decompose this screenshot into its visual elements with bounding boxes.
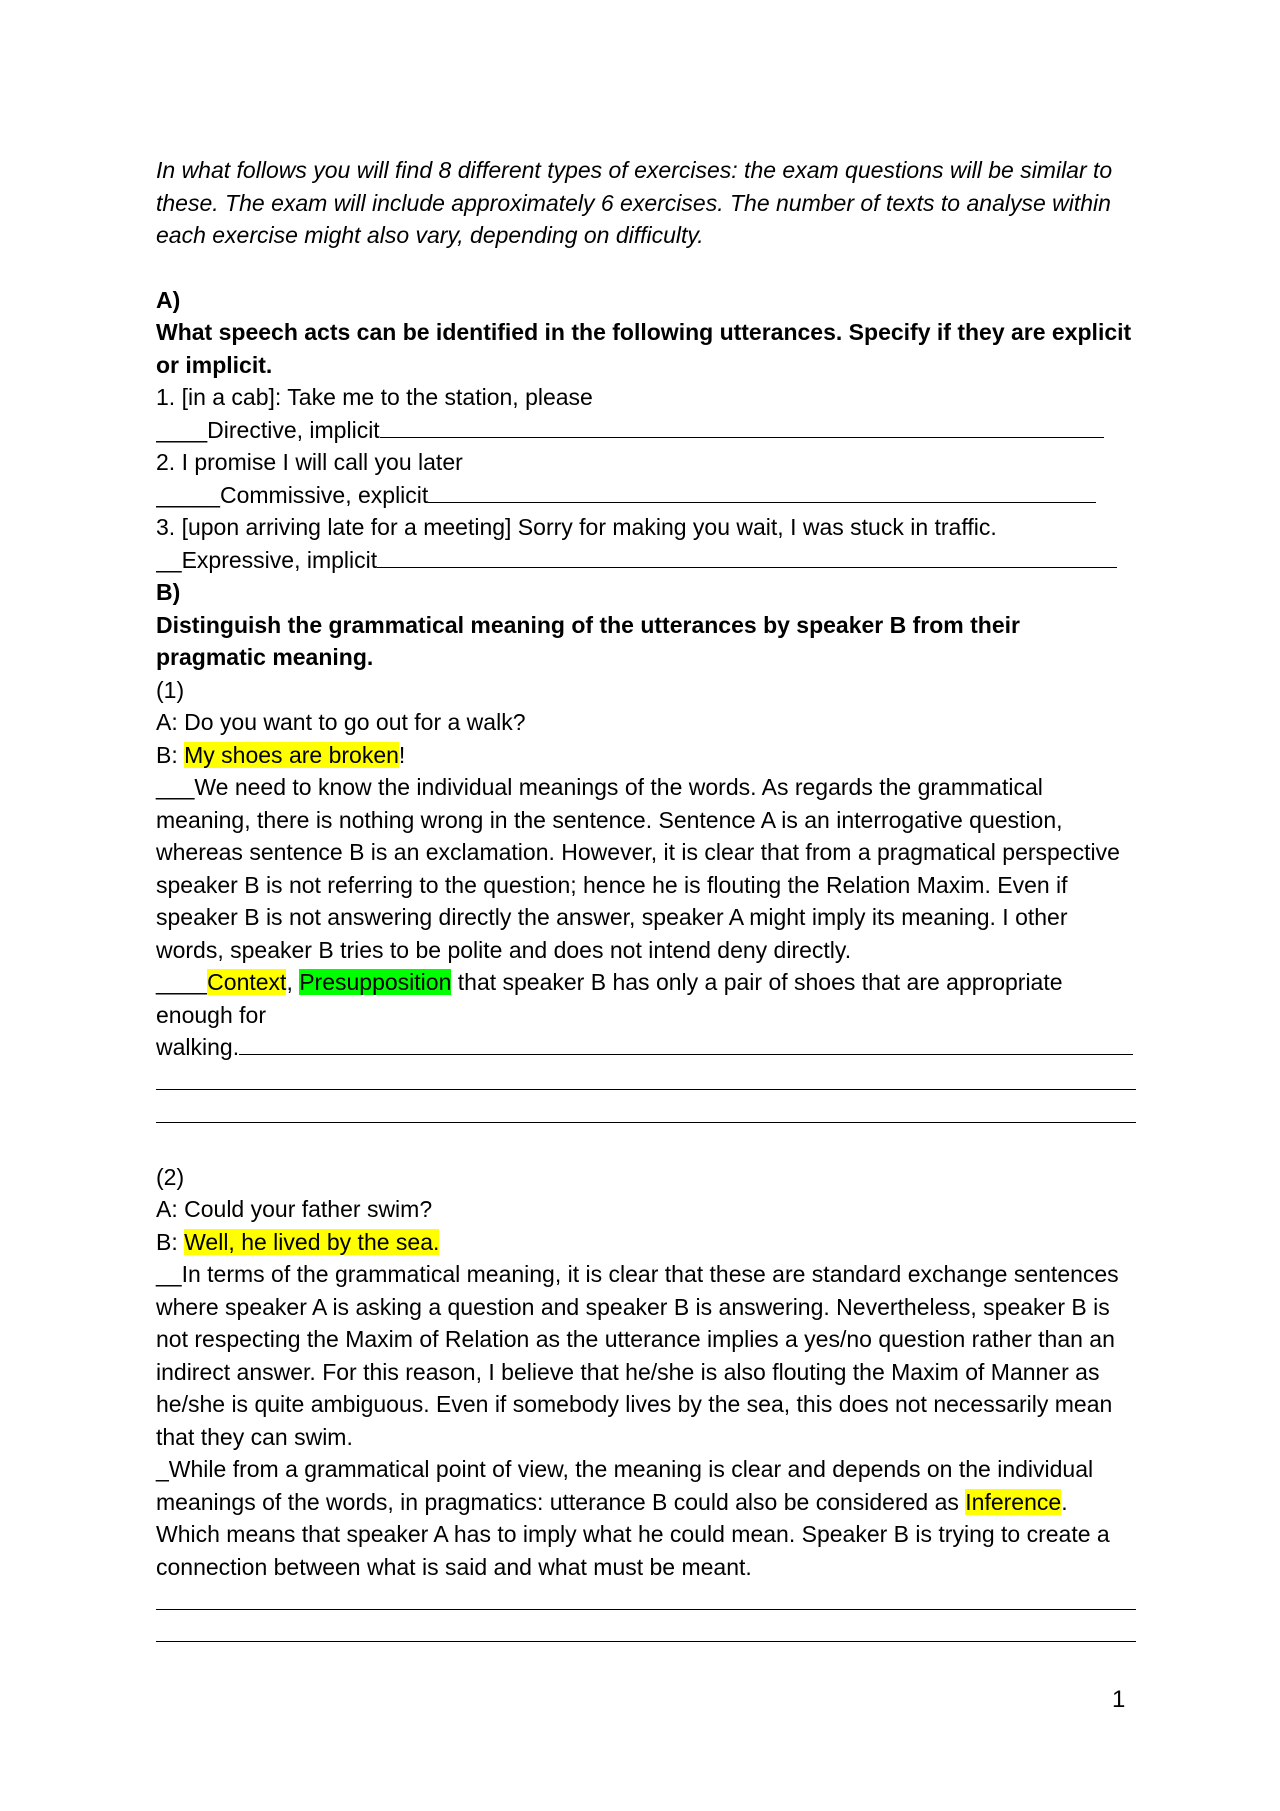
blank-answer-line (156, 1616, 1136, 1649)
example-1-answer-pragmatic: ____Context, Presupposition that speaker B has only a pair of shoes that are appropriate enough for (156, 969, 1063, 1028)
section-a-instruction: What speech acts can be identified in the following utterances. Specify if they are explicit or implicit. (156, 319, 1132, 378)
item-2-answer: _____Commissive, explicit (156, 479, 1136, 512)
example-1-answer-last-line: walking. (156, 1031, 1136, 1064)
blank-answer-line (156, 1064, 1136, 1097)
section-a-label: A) (156, 286, 181, 313)
example-2-number: (2) (156, 1163, 185, 1190)
highlight-presupposition: Presupposition (299, 969, 452, 995)
example-1-speaker-b: B: My shoes are broken! (156, 741, 406, 768)
example-1-answer-grammatical: ___We need to know the individual meanings of the words. As regards the grammatical meaning, there is nothing wrong in the sentence. Sentence A is an interrogative question, whereas sentence B is an exclamation. However, it is clear that from a pragmatical perspective speaker B is not referring to the question; hence he is flouting the Relation Maxim. Even if speaker B is not answering directly the answer, speaker A might imply its meaning. I other words, speaker B tries to be polite and does not intend deny directly. (156, 774, 1120, 963)
page-number: 1 (1112, 1686, 1126, 1713)
example-1-number: (1) (156, 676, 185, 703)
section-b-label: B) (156, 579, 181, 605)
example-2-speaker-a: A: Could your father swim? (156, 1196, 433, 1222)
item-1-answer: ____Directive, implicit (156, 414, 1136, 447)
item-1-prompt: 1. [in a cab]: Take me to the station, please (156, 384, 593, 410)
highlight-lived-by-sea: Well, he lived by the sea. (184, 1228, 440, 1255)
example-2-speaker-b: B: Well, he lived by the sea. (156, 1228, 440, 1255)
document-page (156, 154, 1136, 1648)
item-3-prompt: 3. [upon arriving late for a meeting] Sorry for making you wait, I was stuck in traffic. (156, 514, 997, 540)
highlight-inference: Inference (965, 1488, 1062, 1515)
example-2-answer-pragmatic: _While from a grammatical point of view, the meaning is clear and depends on the individual meanings of the words, in pragmatics: utterance B could also be considered as Inference. Which means that speaker A has to imply what he could mean. Speaker B is trying to create a connection between what is said and what must be meant. (156, 1456, 1110, 1580)
example-1-speaker-a: A: Do you want to go out for a walk? (156, 709, 526, 735)
example-2-answer-grammatical: __In terms of the grammatical meaning, it is clear that these are standard exchange sentences where speaker A is asking a question and speaker B is answering. Nevertheless, speaker B is not respecting the Maxim of Relation as the utterance implies a yes/no question rather than an indirect answer. For this reason, I believe that he/she is also flouting the Maxim of Manner as he/she is quite ambiguous. Even if somebody lives by the sea, this does not necessarily mean that they can swim. (156, 1261, 1119, 1450)
item-2-prompt: 2. I promise I will call you later (156, 449, 463, 475)
highlight-my-shoes: My shoes are broken (184, 741, 399, 768)
blank-answer-line (156, 1583, 1136, 1616)
intro-paragraph: In what follows you will find 8 different types of exercises: the exam questions will be similar to these. The exam will include approximately 6 exercises. The number of texts to analyse within each exercise might also vary, depending on difficulty. (156, 157, 1113, 248)
item-3-answer: __Expressive, implicit (156, 544, 1136, 577)
highlight-context: Context (207, 969, 287, 995)
blank-answer-line (156, 1096, 1136, 1129)
section-b-instruction: Distinguish the grammatical meaning of the utterances by speaker B from their pragmatic meaning. (156, 611, 1020, 670)
